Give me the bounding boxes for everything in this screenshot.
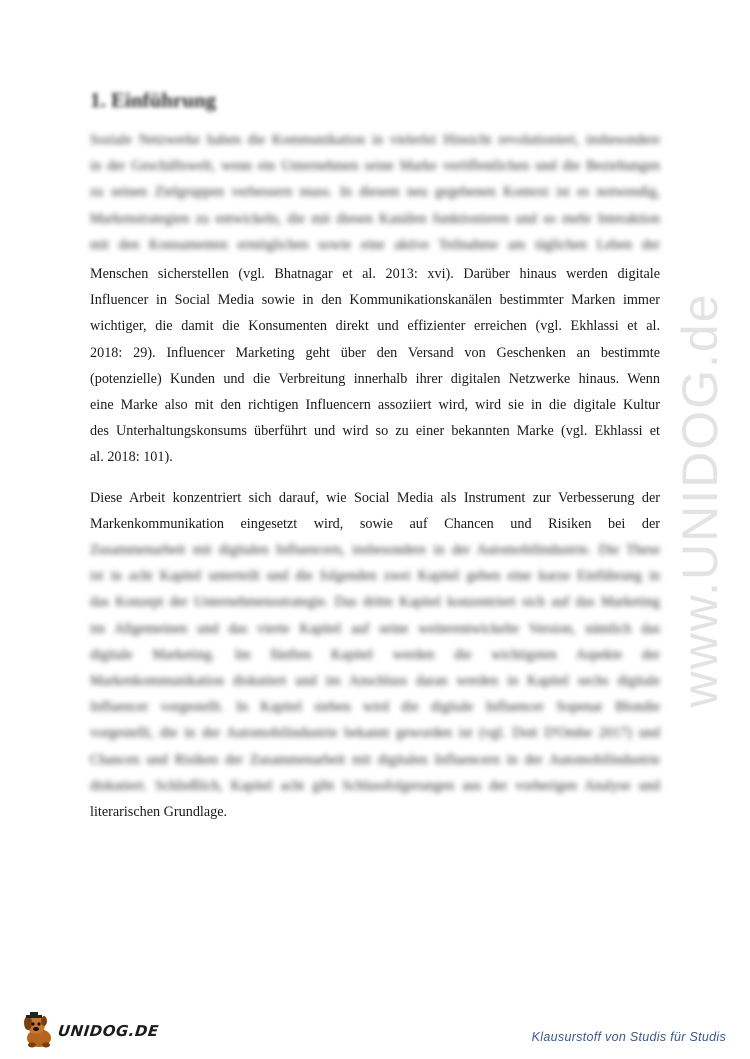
text-line: digitale Marketing. Im fünften Kapitel werden die wichtigsten Aspekte der bbox=[90, 646, 660, 663]
text-line: diskutiert. Schließlich, Kapitel acht gibt Schlussfolgerungen aus der vorherigen Analyse und bbox=[90, 777, 660, 794]
text-line: Markenkommunikation eingesetzt wird, sowie auf Chancen und Risiken bei der bbox=[90, 516, 660, 533]
text-line: vorgestellt, die in der Automobilindustrie bekannt geworden ist (vgl. Dott D'Ombe 2017) und bbox=[90, 725, 660, 742]
text-line: Markenkommunikation diskutiert und im Anschluss daran werden in Kapitel sechs digitale bbox=[90, 673, 660, 690]
text-line: das Konzept der Unternehmensstrategie. Das dritte Kapitel konzentriert sich auf das Marketing bbox=[90, 594, 660, 611]
text-line: im Allgemeinen und das vierte Kapitel auf seine weiterentwickelte Version, nämlich das bbox=[90, 620, 660, 637]
logo-text: UNIDOG.DE bbox=[57, 1022, 160, 1040]
text-line: mit den Konsumenten ermöglichen sowie eine aktive Teilnahme am täglichen Leben der bbox=[90, 236, 660, 253]
text-line: Chancen und Risiken der Zusammenarbeit mit digitalen Influencern in der Automobilindustrie bbox=[90, 751, 660, 768]
text-line: zu seinen Zielgruppen verbessern muss. In diesem neu gegebenen Kontext ist es notwendig, bbox=[90, 184, 660, 201]
text-line: wichtiger, die damit die Konsumenten direkt und effizienter erreichen (vgl. Ekhlassi et al. bbox=[90, 318, 660, 335]
dog-mascot-icon bbox=[22, 1012, 56, 1048]
text-line: des Unterhaltungskonsums überführt und wird so zu einer bekannten Marke (vgl. Ekhlassi et bbox=[90, 423, 660, 440]
footer-tagline: Klausurstoff von Studis für Studis bbox=[531, 1030, 726, 1044]
text-line: Markenstrategien zu entwickeln, die mit diesen Kanälen funktionieren und so mehr Interaktion bbox=[90, 210, 660, 227]
paragraph-2-blurred bbox=[90, 537, 660, 799]
paragraph-2-tail bbox=[90, 799, 660, 825]
text-line: Soziale Netzwerke haben die Kommunikation in vielerlei Hinsicht revolutioniert, insbesondere bbox=[90, 132, 660, 148]
text-line: Zusammenarbeit mit digitalen Influencern, insbesondere in der Automobilindustrie. Die These bbox=[90, 542, 660, 558]
watermark-text: www.UNIDOG.de bbox=[672, 292, 728, 708]
text-line: ist in acht Kapitel unterteilt und die folgenden zwei Kapitel geben eine kurze Einführung in bbox=[90, 568, 660, 585]
text-line: Influencer vorgestellt. In Kapitel sieben wird die digitale Influencer Sopenar Blondie bbox=[90, 699, 660, 716]
text-line: Diese Arbeit konzentriert sich darauf, wie Social Media als Instrument zur Verbesserung der bbox=[90, 490, 660, 506]
unidog-logo[interactable] bbox=[22, 1008, 159, 1048]
paragraph-2-visible bbox=[90, 485, 660, 537]
text-line: 2018: 29). Influencer Marketing geht über den Versand von Geschenken an bestimmte bbox=[90, 344, 660, 361]
text-line: Menschen sicherstellen (vgl. Bhatnagar et al. 2013: xvi). Darüber hinaus werden digitale bbox=[90, 266, 660, 282]
text-line: literarischen Grundlage. bbox=[90, 804, 228, 820]
text-line: (potenzielle) Kunden und die Verbreitung innerhalb ihrer digitalen Netzwerke hinaus. Wenn bbox=[90, 370, 660, 387]
paragraph-1-blurred bbox=[90, 127, 660, 258]
text-line: eine Marke also mit den richtigen Influencern assoziiert wird, wird sie in die digitale Kultur bbox=[90, 397, 660, 414]
text-line: Influencer in Social Media sowie in den Kommunikationskanälen bestimmter Marken immer bbox=[90, 292, 660, 309]
text-line: al. 2018: 101). bbox=[90, 449, 173, 466]
paragraph-1-visible bbox=[90, 261, 660, 471]
text-line: in der Geschäftswelt, wenn ein Unternehmen seine Marke veröffentlichen und die Beziehungen bbox=[90, 158, 660, 175]
section-heading: 1. Einführung bbox=[90, 88, 217, 112]
